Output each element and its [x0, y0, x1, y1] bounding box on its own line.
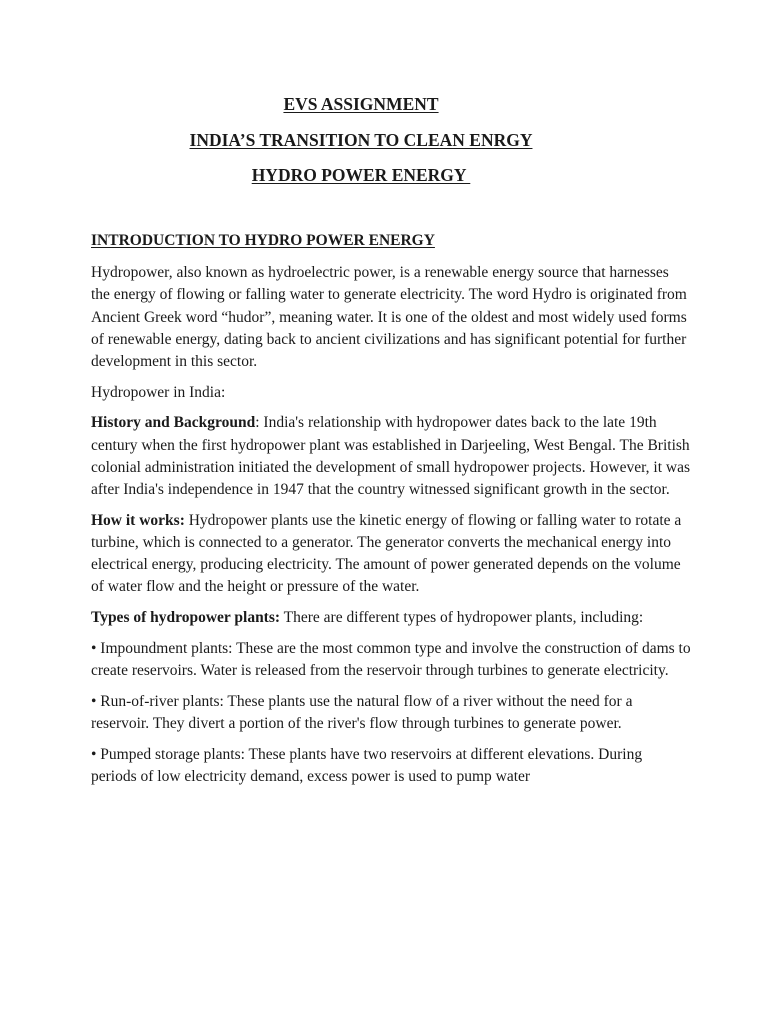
intro-paragraph: Hydropower, also known as hydroelectric power, is a renewable energy source that harnesses the energy of flowing or falling water to generate electricity. The word Hydro is originated from Ancient Greek word “hudor”, meaning water. It is one of the oldest and most widely used forms of renewable energy, dating back to ancient civilizations and has significant potential for further development in this sector. [91, 264, 687, 371]
types-text: There are different types of hydropower plants, including: [280, 609, 644, 627]
bullet-impoundment: • Impoundment plants: These are the most common type and involve the construction of dams to create reservoirs. Water is released from the reservoir through turbines to generate electricity. [91, 639, 691, 679]
history-lead: History and Background [91, 414, 256, 432]
subject-title: HYDRO POWER ENERGY [251, 165, 471, 185]
how-it-works-text: Hydropower plants use the kinetic energy of flowing or falling water to rotate a turbine, which is connected to a generator. The generator converts the mechanical energy into electrical energy, producing electricity. The amount of power generated depends on the volume of water flow and the height or pressure of the water. [91, 511, 682, 596]
how-it-works-paragraph [91, 510, 691, 599]
bullet-pumped-storage: • Pumped storage plants: These plants have two reservoirs at different elevations. During periods of low electricity demand, excess power is used to pump water [91, 745, 643, 785]
how-it-works-lead: How it works: [91, 511, 185, 529]
types-lead: Types of hydropower plants: [91, 609, 281, 627]
assignment-title: EVS ASSIGNMENT [283, 94, 439, 114]
history-paragraph [91, 412, 691, 501]
bullet-run-of-river: • Run-of-river plants: These plants use the natural flow of a river without the need for a reservoir. They divert a portion of the river's flow through turbines to generate power. [91, 692, 633, 732]
topic-title: INDIA’S TRANSITION TO CLEAN ENRGY [189, 130, 533, 150]
section-heading: INTRODUCTION TO HYDRO POWER ENERGY [91, 232, 435, 249]
history-text: : India's relationship with hydropower dates back to the late 19th century when the first hydropower plant was established in Darjeeling, West Bengal. The British colonial administration initiated the development of small hydropower projects. However, it was after India's independence in 1947 that the country witnessed significant growth in the sector. [91, 414, 690, 499]
types-paragraph [91, 607, 691, 629]
document-body [91, 230, 691, 796]
hydropower-india-label: Hydropower in India: [91, 383, 226, 401]
